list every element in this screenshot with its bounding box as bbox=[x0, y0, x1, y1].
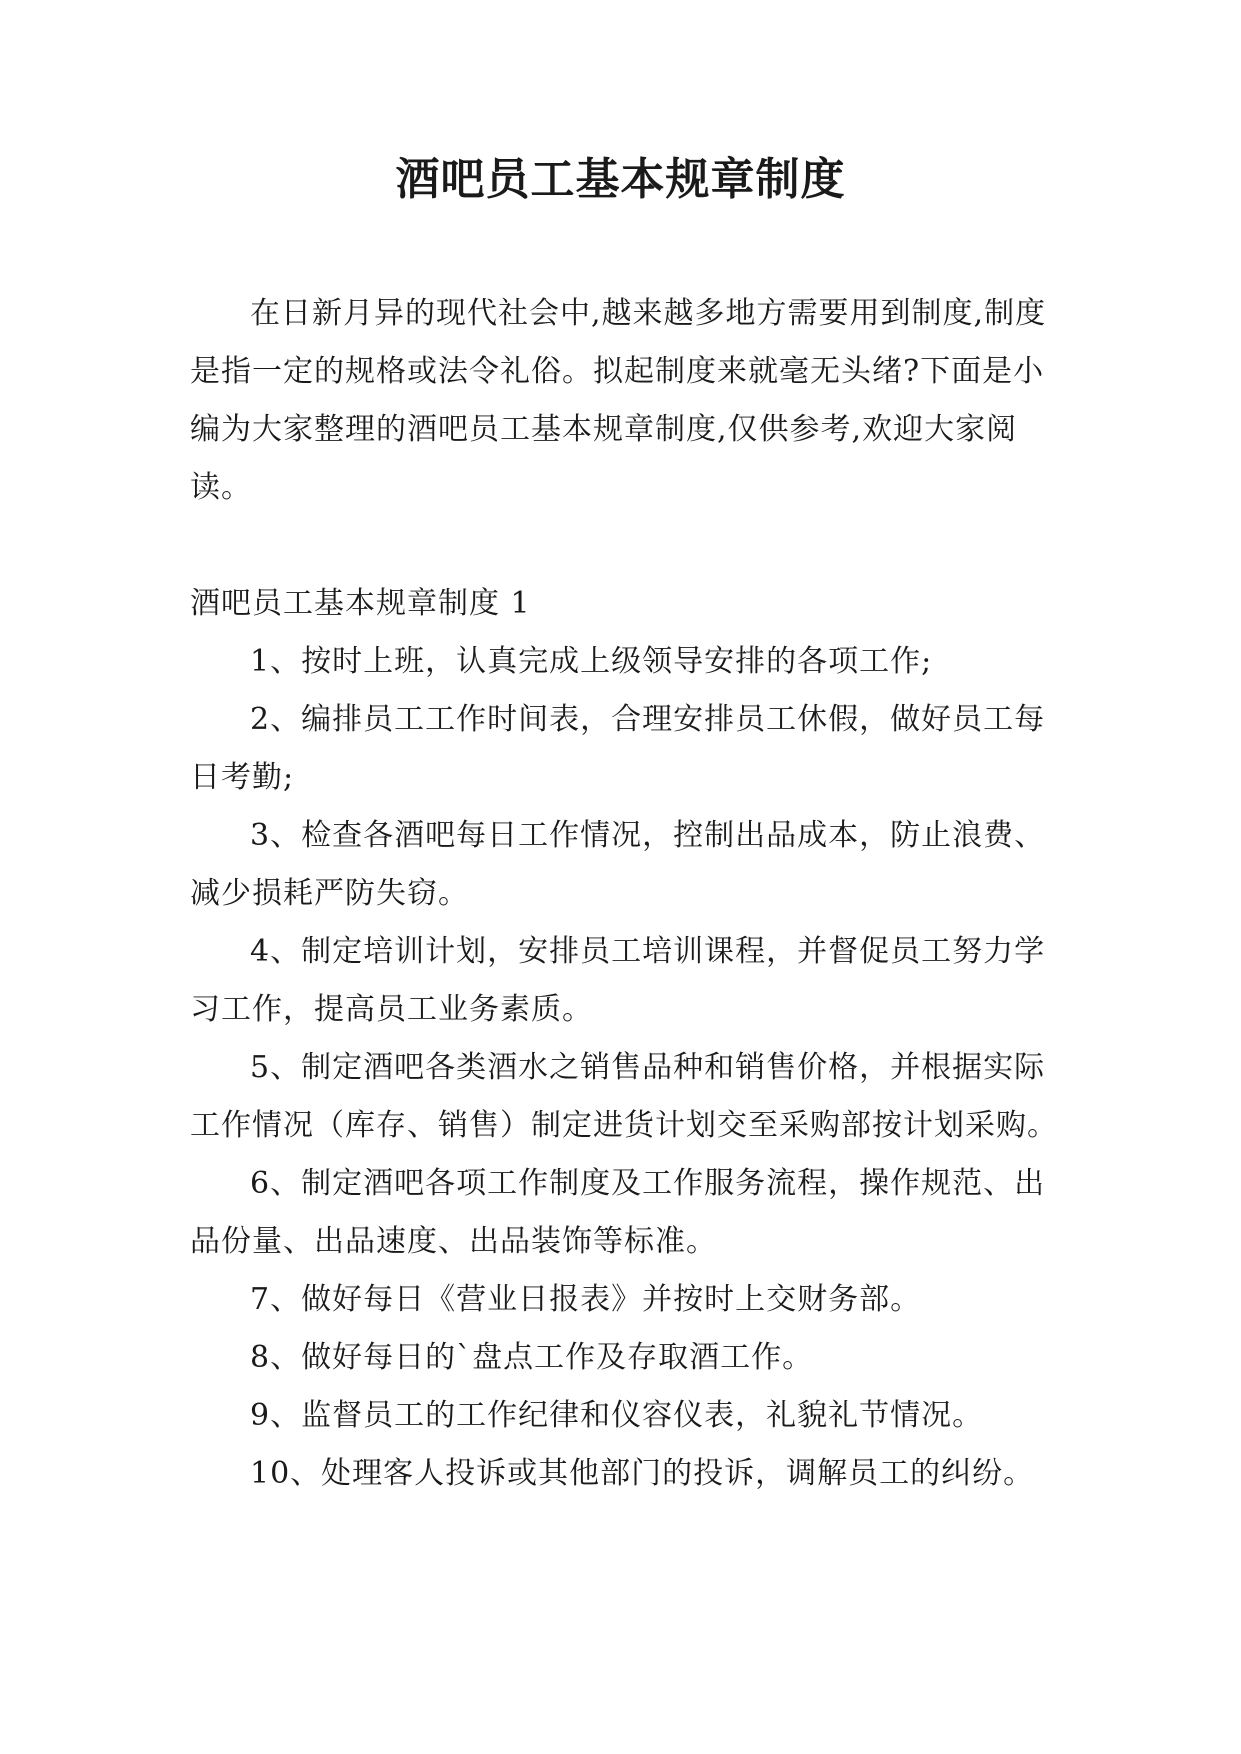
intro-paragraph: 在日新月异的现代社会中,越来越多地方需要用到制度,制度是指一定的规格或法令礼俗。拟起制度来就毫无头绪?下面是小编为大家整理的酒吧员工基本规章制度,仅供参考,欢迎大家阅读。 bbox=[190, 296, 1047, 505]
rule-item-10: 10、处理客人投诉或其他部门的投诉，调解员工的纠纷。 bbox=[250, 1456, 1035, 1491]
rule-item-1: 1、按时上班，认真完成上级领导安排的各项工作; bbox=[250, 644, 933, 679]
rule-item-6: 6、制定酒吧各项工作制度及工作服务流程，操作规范、出品份量、出品速度、出品装饰等标准。 bbox=[190, 1166, 1046, 1259]
rule-item-5: 5、制定酒吧各类酒水之销售品种和销售价格，并根据实际工作情况（库存、销售）制定进货计划交至采购部按计划采购。 bbox=[190, 1050, 1058, 1143]
document-title: 酒吧员工基本规章制度 bbox=[395, 154, 846, 205]
rule-item-7: 7、做好每日《营业日报表》并按时上交财务部。 bbox=[250, 1282, 922, 1317]
section-heading: 酒吧员工基本规章制度 1 bbox=[190, 586, 531, 621]
document-body bbox=[190, 285, 1070, 1503]
rule-item-8: 8、做好每日的`盘点工作及存取酒工作。 bbox=[250, 1340, 814, 1375]
rule-item-2: 2、编排员工工作时间表，合理安排员工休假，做好员工每日考勤; bbox=[190, 702, 1046, 795]
rule-item-9: 9、监督员工的工作纪律和仪容仪表，礼貌礼节情况。 bbox=[250, 1398, 984, 1433]
paragraph-spacer bbox=[190, 517, 1070, 575]
rule-item-3: 3、检查各酒吧每日工作情况，控制出品成本，防止浪费、减少损耗严防失窃。 bbox=[190, 818, 1046, 911]
rule-item-4: 4、制定培训计划，安排员工培训课程，并督促员工努力学习工作，提高员工业务素质。 bbox=[190, 934, 1046, 1027]
